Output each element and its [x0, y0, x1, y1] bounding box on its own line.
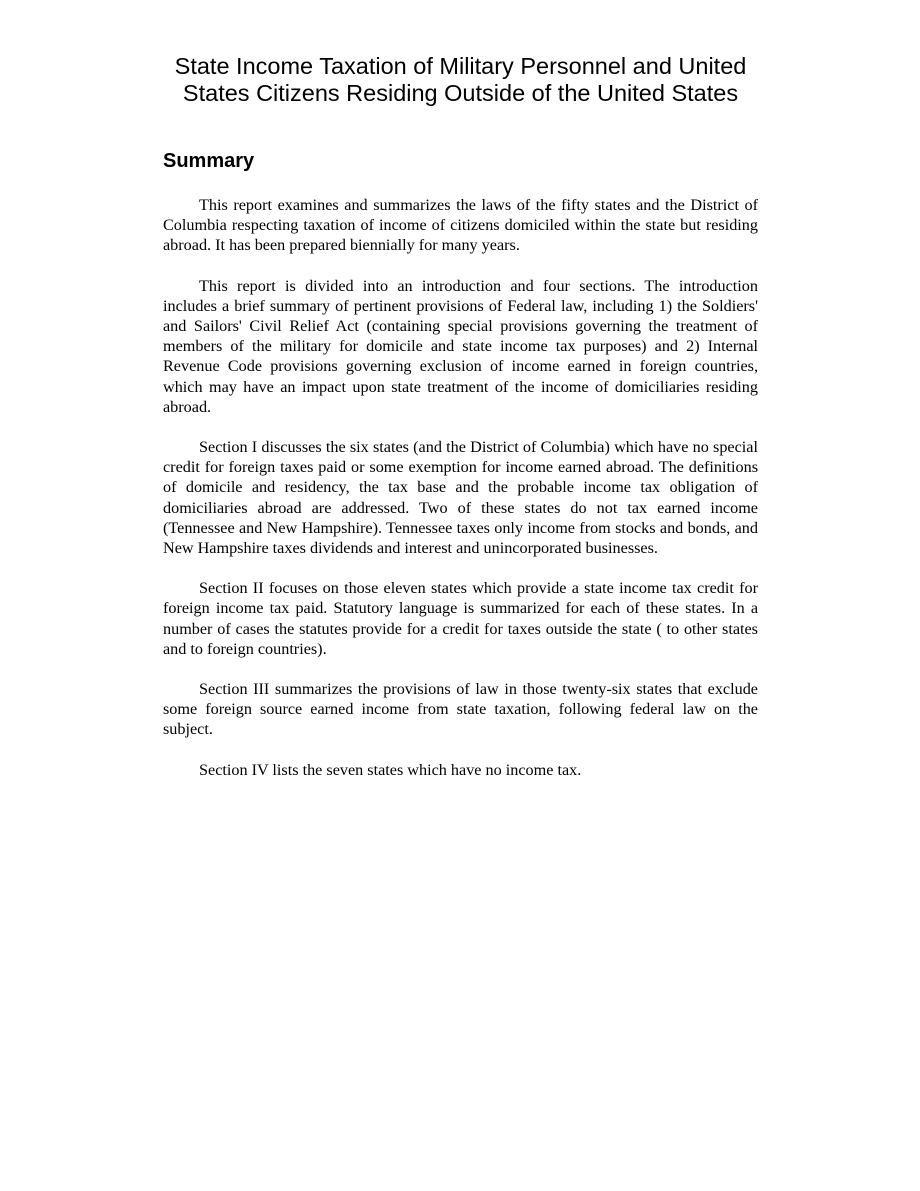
summary-heading: Summary [163, 150, 255, 172]
summary-paragraph-3: Section I discusses the six states (and the District of Columbia) which have no special credit for foreign taxes paid or some exemption for income earned abroad. The definitions of domicile and residency, the tax base and the probable income tax obligation of domiciliaries abroad are addressed. Two of these states do not tax earned income (Tennessee and New Hampshire). Tennessee taxes only income from stocks and bonds, and New Hampshire taxes dividends and interest and unincorporated businesses. [163, 438, 758, 558]
summary-paragraph-4: Section II focuses on those eleven states which provide a state income tax credit for foreign income tax paid. Statutory language is summarized for each of these states. In a number of cases the statutes provide for a credit for taxes outside the state ( to other states and to foreign countries). [163, 579, 758, 658]
page-title-line-1: State Income Taxation of Military Personnel and United [174, 53, 747, 79]
page-title-line-2: States Citizens Residing Outside of the United States [182, 80, 739, 106]
summary-paragraph-2: This report is divided into an introduction and four sections. The introduction includes a brief summary of pertinent provisions of Federal law, including 1) the Soldiers' and Sailors' Civil Relief Act (containing special provisions governing the treatment of members of the military for domicile and state income tax purposes) and 2) Internal Revenue Code provisions governing exclusion of income earned in foreign countries, which may have an impact upon state treatment of the income of domiciliaries residing abroad. [163, 276, 758, 416]
document-page [163, 53, 758, 780]
summary-paragraph-1: This report examines and summarizes the laws of the fifty states and the District of Columbia respecting taxation of income of citizens domiciled within the state but residing abroad. It has been prepared biennially for many years. [163, 196, 758, 255]
summary-paragraph-6: Section IV lists the seven states which have no income tax. [199, 760, 582, 779]
page-title [163, 53, 758, 107]
summary-paragraph-5: Section III summarizes the provisions of law in those twenty-six states that exclude some foreign source earned income from state taxation, following federal law on the subject. [163, 680, 758, 739]
